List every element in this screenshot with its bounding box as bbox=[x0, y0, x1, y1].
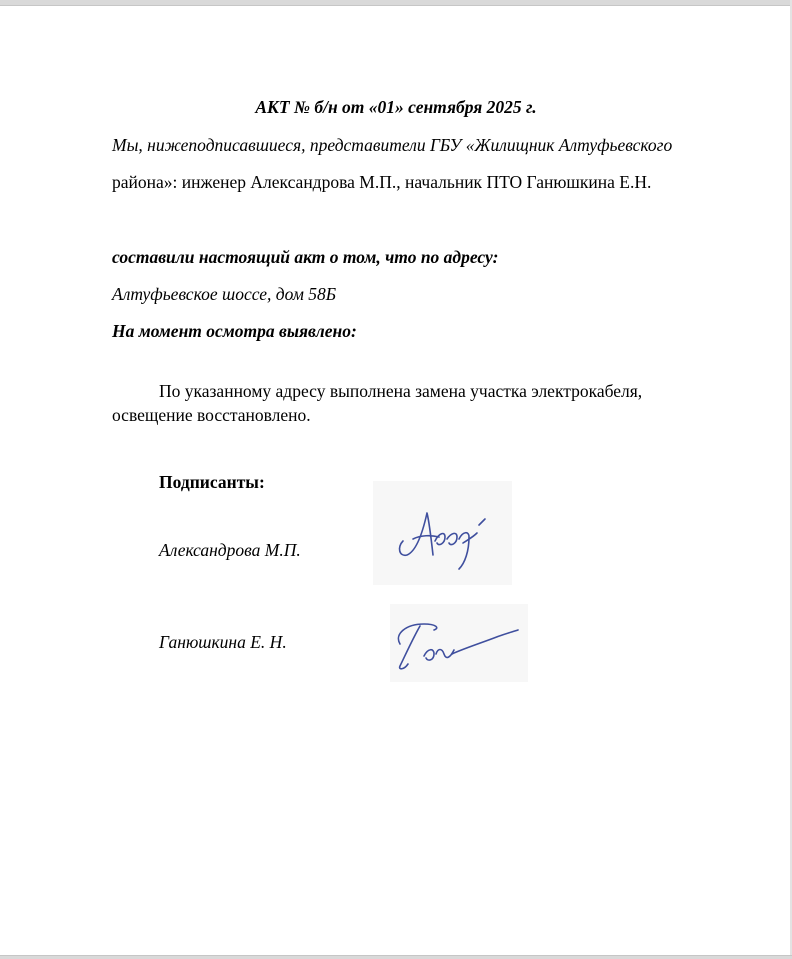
viewer-bottom-border bbox=[0, 955, 792, 959]
found-heading: На момент осмотра выявлено: bbox=[112, 321, 357, 341]
signatories-heading: Подписанты: bbox=[159, 472, 265, 492]
act-title: АКТ № б/н от «01» сентября 2025 г. bbox=[255, 97, 537, 117]
viewer-top-border bbox=[0, 0, 792, 6]
intro-line-1: Мы, нижеподписавшиеся, представители ГБУ «Жилищник Алтуфьевского bbox=[112, 135, 673, 155]
signature-1-image bbox=[373, 481, 512, 585]
statement-line: составили настоящий акт о том, что по адресу: bbox=[112, 247, 499, 267]
signature-2-image bbox=[390, 604, 528, 682]
finding-line-2: освещение восстановлено. bbox=[112, 405, 311, 425]
signatory-name-2: Ганюшкина Е. Н. bbox=[159, 632, 287, 652]
signatory-name-1: Александрова М.П. bbox=[159, 540, 301, 560]
finding-line-1: По указанному адресу выполнена замена участка электрокабеля, bbox=[159, 381, 643, 401]
intro-line-2: района»: инженер Александрова М.П., начальник ПТО Ганюшкина Е.Н. bbox=[112, 172, 652, 192]
address-line: Алтуфьевское шоссе, дом 58Б bbox=[112, 284, 337, 304]
